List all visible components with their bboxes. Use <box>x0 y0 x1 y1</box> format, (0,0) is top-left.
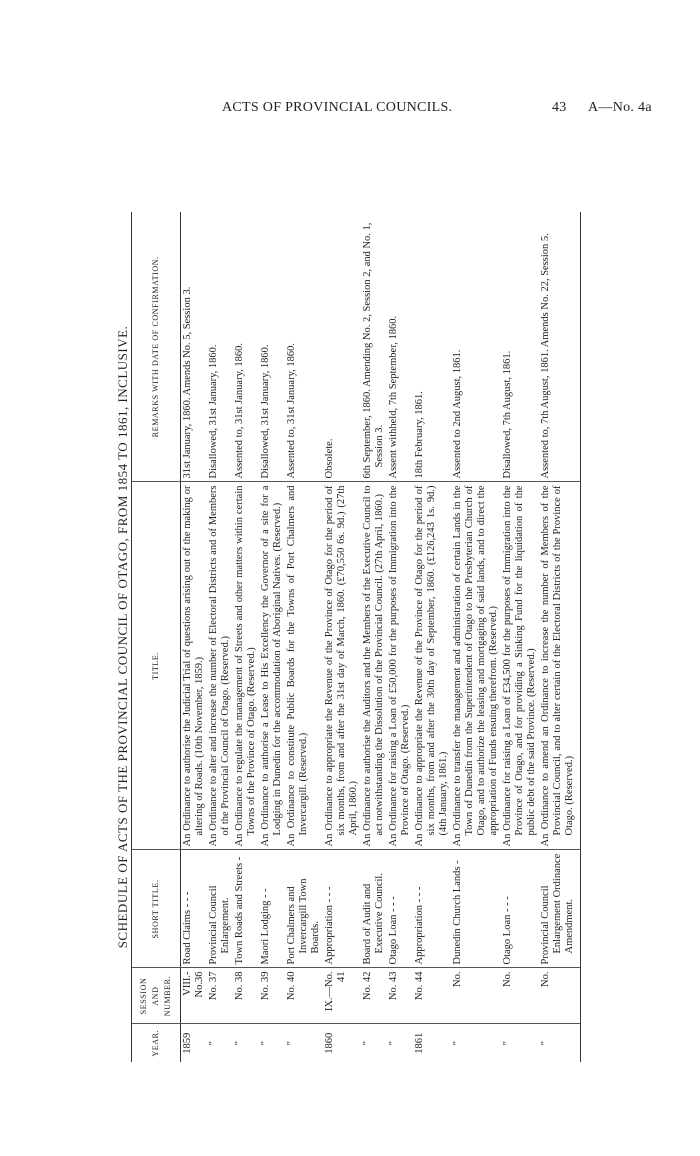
cell-title: An Ordinance to authorise the Judicial Trial of questions arising out of the making or altering of Roads. (10th November, 1859.) <box>181 482 208 850</box>
cell-title: An Ordinance for raising a Loan of £50,000 for the purposes of Immigration into the Province of Otago. (Reserved.) <box>387 482 413 850</box>
cell-short-title: Road Claims - - - <box>181 850 208 968</box>
cell-remarks: Obsolete. <box>324 438 335 479</box>
table-row <box>181 212 208 1062</box>
cell-short-title: Town Roads and Streets - <box>233 850 259 968</box>
cell-year: " <box>233 1024 259 1062</box>
cell-short-title: Maori Lodging - - <box>259 850 285 968</box>
cell-remarks: 6th September, 1860. Amending No. 2, Session 2, and No. 1, Session 3. <box>362 222 385 479</box>
cell-short-title: Otago Loan - - - <box>387 850 413 968</box>
column-header-short-title: SHORT TITLE. <box>132 850 181 968</box>
cell-remarks: Disallowed, 31st January, 1860. <box>208 344 219 479</box>
schedule-title: SCHEDULE OF ACTS OF THE PROVINCIAL COUNCIL OF OTAGO, FROM 1854 TO 1861, INCLUSIVE. <box>115 325 130 949</box>
table-row <box>413 212 451 1062</box>
cell-year: 1860 <box>323 1024 361 1062</box>
schedule-table <box>131 212 581 1062</box>
cell-remarks: Disallowed, 7th August, 1861. <box>502 350 513 479</box>
column-header-year: YEAR. <box>132 1024 181 1062</box>
table-row <box>233 212 259 1062</box>
table-row <box>323 212 361 1062</box>
cell-short-title: Dunedin Church Lands - <box>451 850 501 968</box>
table-row <box>451 212 501 1062</box>
schedule-rotated-block <box>115 212 575 1062</box>
cell-year: " <box>361 1024 387 1062</box>
cell-title: An Ordinance to authorise a Lease to His Excellency the Governor of a site for a Lodging in Dunedin for the accommodation of Aboriginal Natives. (Reserved.) <box>259 482 285 850</box>
cell-remarks: Assent withheld, 7th September, 1860. <box>388 315 399 479</box>
column-header-remarks: REMARKS WITH DATE OF CONFIRMATION. <box>151 256 160 438</box>
page-number: 43 <box>552 100 567 115</box>
cell-title: An Ordinance to alter and increase the number of Electoral Districts and of Members of the Provincial Council of Otago. (Reserved.) <box>207 482 233 850</box>
cell-session: IX.—No. 41 <box>323 968 361 1024</box>
cell-title: An Ordinance to transfer the management and administration of certain Lands in the Town of Dunedin from the Superintendent of Otago to the Presbyterian Church of Otago, and to authorize the leasing and mortgaging of said lands, and to direct the appropriation of Funds ensuing therefrom. (Reserved.) <box>451 482 501 850</box>
column-header-title: TITLE. <box>132 482 181 850</box>
document-reference: A—No. 4a <box>588 100 652 115</box>
cell-session: No. 43 <box>387 968 413 1024</box>
cell-session: No. <box>539 968 581 1024</box>
cell-short-title: Appropriation - - - <box>323 850 361 968</box>
cell-short-title: Provincial Council Enlargement Ordinance Amendment. <box>539 850 581 968</box>
cell-title: An Ordinance for raising a Loan of £34,500 for the purposes of Immigration into the Province of Otago, and for providing a Sinking Fund for the liquidation of the public debt of the said Province. (Reserved.) <box>501 482 539 850</box>
cell-remarks: Assented to 2nd August, 1861. <box>452 349 463 479</box>
cell-remarks: Assented to, 31st January, 1860. <box>234 342 245 479</box>
table-row <box>539 212 581 1062</box>
cell-title: An Ordinance to constitute Public Boards for the Towns of Port Chalmers and Invercargill. (Reserved.) <box>285 482 323 850</box>
cell-year: " <box>387 1024 413 1062</box>
cell-title: An Ordinance to regulate the management of Streets and other matters within certain Towns of the Province of Otago. (Reserved.) <box>233 482 259 850</box>
cell-session: No. 40 <box>285 968 323 1024</box>
cell-title: An Ordinance to appropriate the Revenue of the Province of Otago for the period of six months, from and after the 31st day of March, 1860. (£70,550 6s. 9d.) (27th April, 1860.) <box>323 482 361 850</box>
cell-session: No. <box>501 968 539 1024</box>
cell-session: VIII.-No.36 <box>181 968 208 1024</box>
table-row <box>501 212 539 1062</box>
cell-year: " <box>451 1024 501 1062</box>
cell-remarks: Disallowed, 31st January, 1860. <box>260 344 271 479</box>
cell-session: No. 39 <box>259 968 285 1024</box>
cell-short-title: Board of Audit and Executive Council. <box>361 850 387 968</box>
cell-remarks: 31st January, 1860. Amends No. 5, Session 3. <box>182 286 193 479</box>
cell-remarks: 18th February, 1861. <box>414 391 425 479</box>
cell-year: " <box>259 1024 285 1062</box>
cell-session: No. 42 <box>361 968 387 1024</box>
page-header <box>0 100 700 124</box>
cell-year: " <box>285 1024 323 1062</box>
cell-remarks: Assented to, 31st January, 1860. <box>286 342 297 479</box>
column-header-session: SESSION AND NUMBER. <box>132 968 181 1024</box>
table-row <box>361 212 387 1062</box>
table-header-row <box>132 212 181 1062</box>
cell-short-title: Appropriation - - - <box>413 850 451 968</box>
cell-session: No. 44 <box>413 968 451 1024</box>
table-row <box>387 212 413 1062</box>
cell-year: 1859 <box>181 1024 208 1062</box>
running-title: ACTS OF PROVINCIAL COUNCILS. <box>222 100 453 115</box>
cell-title: An Ordinance to authorise the Auditors and the Members of the Executive Council to act notwithstanding the Dissolution of the Provincial Council. (27th April, 1860.) <box>361 482 387 850</box>
cell-year: " <box>207 1024 233 1062</box>
cell-year: 1861 <box>413 1024 451 1062</box>
cell-short-title: Provincial Council Enlargement. <box>207 850 233 968</box>
table-row <box>259 212 285 1062</box>
cell-session: No. <box>451 968 501 1024</box>
cell-short-title: Otago Loan - - - <box>501 850 539 968</box>
cell-session: No. 38 <box>233 968 259 1024</box>
cell-title: An Ordinance to amend an Ordinance to increase the number of Members of the Provincial Council, and to alter certain of the Electoral Districts of the Province of Otago. (Reserved.) <box>539 482 581 850</box>
table-row <box>207 212 233 1062</box>
cell-session: No. 37 <box>207 968 233 1024</box>
cell-year: " <box>501 1024 539 1062</box>
cell-short-title: Port Chalmers and Invercargill Town Boards. <box>285 850 323 968</box>
cell-title: An Ordinance to appropriate the Revenue of the Province of Otago for the period of six months, from and after the 30th day of September, 1860. (£126,243 1s. 9d.) (4th January, 1861.) <box>413 482 451 850</box>
table-row <box>285 212 323 1062</box>
cell-year: " <box>539 1024 581 1062</box>
cell-remarks: Assented to, 7th August, 1861. Amends No. 22, Session 5. <box>540 233 551 479</box>
